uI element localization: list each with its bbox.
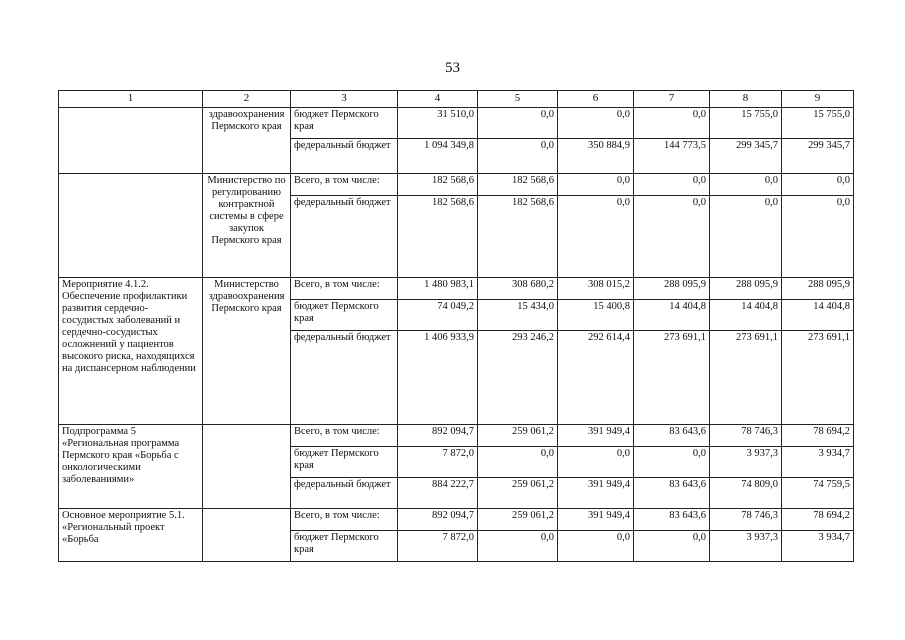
value-cell: 288 095,9: [782, 278, 854, 300]
value-cell: 259 061,2: [478, 509, 558, 531]
measure-name-cell: Мероприятие 4.1.2. Обеспечение профилактики развития сердечно-сосудистых заболеваний и сердечно-сосудистых осложнений у пациентов высокого риска, находящихся на диспансерном наблюдении: [59, 278, 203, 425]
value-cell: 892 094,7: [398, 425, 478, 447]
value-cell: 15 755,0: [782, 108, 854, 139]
funding-source-cell: бюджет Пермского края: [291, 108, 398, 139]
value-cell: 288 095,9: [634, 278, 710, 300]
column-header: 6: [558, 91, 634, 108]
value-cell: 259 061,2: [478, 425, 558, 447]
value-cell: 0,0: [634, 447, 710, 478]
value-cell: 144 773,5: [634, 139, 710, 174]
value-cell: 273 691,1: [634, 331, 710, 425]
value-cell: 0,0: [782, 174, 854, 196]
value-cell: 0,0: [558, 174, 634, 196]
value-cell: 15 434,0: [478, 300, 558, 331]
funding-source-cell: бюджет Пермского края: [291, 531, 398, 562]
executor-cell: Министерство по регулированию контрактной системы в сфере закупок Пермского края: [203, 174, 291, 278]
column-header: 1: [59, 91, 203, 108]
value-cell: 308 015,2: [558, 278, 634, 300]
value-cell: 83 643,6: [634, 478, 710, 509]
value-cell: 0,0: [710, 196, 782, 278]
column-header: 8: [710, 91, 782, 108]
value-cell: 3 937,3: [710, 447, 782, 478]
value-cell: 7 872,0: [398, 531, 478, 562]
value-cell: 182 568,6: [398, 174, 478, 196]
value-cell: 182 568,6: [478, 196, 558, 278]
value-cell: 391 949,4: [558, 478, 634, 509]
value-cell: 0,0: [478, 531, 558, 562]
value-cell: 14 404,8: [782, 300, 854, 331]
funding-source-cell: Всего, в том числе:: [291, 174, 398, 196]
value-cell: 15 755,0: [710, 108, 782, 139]
executor-cell: Министерство здравоохранения Пермского края: [203, 278, 291, 425]
value-cell: 0,0: [478, 447, 558, 478]
value-cell: 14 404,8: [634, 300, 710, 331]
value-cell: 1 094 349,8: [398, 139, 478, 174]
executor-cell: здравоохранения Пермского края: [203, 108, 291, 174]
value-cell: 0,0: [558, 531, 634, 562]
value-cell: 78 746,3: [710, 509, 782, 531]
table-row: [59, 509, 854, 531]
funding-source-cell: бюджет Пермского края: [291, 447, 398, 478]
table-row: [59, 278, 854, 300]
value-cell: 1 480 983,1: [398, 278, 478, 300]
value-cell: 892 094,7: [398, 509, 478, 531]
value-cell: 0,0: [558, 447, 634, 478]
header-row: [59, 91, 854, 108]
column-header: 4: [398, 91, 478, 108]
value-cell: 299 345,7: [710, 139, 782, 174]
value-cell: 182 568,6: [478, 174, 558, 196]
value-cell: 273 691,1: [710, 331, 782, 425]
value-cell: 3 934,7: [782, 531, 854, 562]
budget-table: [58, 90, 854, 562]
funding-source-cell: федеральный бюджет: [291, 331, 398, 425]
value-cell: 182 568,6: [398, 196, 478, 278]
subprogram-name-cell: Подпрограмма 5 «Региональная программа Пермского края «Борьба с онкологическими заболеваниями»: [59, 425, 203, 509]
value-cell: 391 949,4: [558, 425, 634, 447]
value-cell: 0,0: [782, 196, 854, 278]
executor-cell-empty: [203, 425, 291, 509]
table-row: [59, 425, 854, 447]
page-number: 53: [445, 60, 460, 76]
measure-cell-empty: [59, 108, 203, 174]
value-cell: 292 614,4: [558, 331, 634, 425]
value-cell: 293 246,2: [478, 331, 558, 425]
funding-source-cell: бюджет Пермского края: [291, 300, 398, 331]
value-cell: 391 949,4: [558, 509, 634, 531]
value-cell: 83 643,6: [634, 425, 710, 447]
value-cell: 31 510,0: [398, 108, 478, 139]
value-cell: 74 049,2: [398, 300, 478, 331]
value-cell: 884 222,7: [398, 478, 478, 509]
value-cell: 0,0: [478, 139, 558, 174]
value-cell: 7 872,0: [398, 447, 478, 478]
value-cell: 15 400,8: [558, 300, 634, 331]
main-measure-name-cell: Основное мероприятие 5.1. «Региональный проект «Борьба: [59, 509, 203, 562]
value-cell: 83 643,6: [634, 509, 710, 531]
column-header: 7: [634, 91, 710, 108]
value-cell: 78 746,3: [710, 425, 782, 447]
column-header: 2: [203, 91, 291, 108]
funding-source-cell: Всего, в том числе:: [291, 278, 398, 300]
column-header: 3: [291, 91, 398, 108]
executor-cell-empty: [203, 509, 291, 562]
value-cell: 0,0: [478, 108, 558, 139]
funding-source-cell: Всего, в том числе:: [291, 509, 398, 531]
value-cell: 288 095,9: [710, 278, 782, 300]
value-cell: 273 691,1: [782, 331, 854, 425]
value-cell: 0,0: [710, 174, 782, 196]
value-cell: 74 759,5: [782, 478, 854, 509]
value-cell: 1 406 933,9: [398, 331, 478, 425]
value-cell: 259 061,2: [478, 478, 558, 509]
value-cell: 0,0: [558, 196, 634, 278]
value-cell: 0,0: [558, 108, 634, 139]
funding-source-cell: федеральный бюджет: [291, 139, 398, 174]
value-cell: 74 809,0: [710, 478, 782, 509]
value-cell: 78 694,2: [782, 509, 854, 531]
measure-cell-empty: [59, 174, 203, 278]
table-row: [59, 108, 854, 139]
value-cell: 308 680,2: [478, 278, 558, 300]
column-header: 5: [478, 91, 558, 108]
value-cell: 0,0: [634, 174, 710, 196]
value-cell: 78 694,2: [782, 425, 854, 447]
funding-source-cell: федеральный бюджет: [291, 196, 398, 278]
value-cell: 0,0: [634, 108, 710, 139]
value-cell: 299 345,7: [782, 139, 854, 174]
value-cell: 0,0: [634, 196, 710, 278]
value-cell: 0,0: [634, 531, 710, 562]
value-cell: 350 884,9: [558, 139, 634, 174]
table-row: [59, 174, 854, 196]
value-cell: 14 404,8: [710, 300, 782, 331]
funding-source-cell: федеральный бюджет: [291, 478, 398, 509]
funding-source-cell: Всего, в том числе:: [291, 425, 398, 447]
column-header: 9: [782, 91, 854, 108]
value-cell: 3 934,7: [782, 447, 854, 478]
value-cell: 3 937,3: [710, 531, 782, 562]
